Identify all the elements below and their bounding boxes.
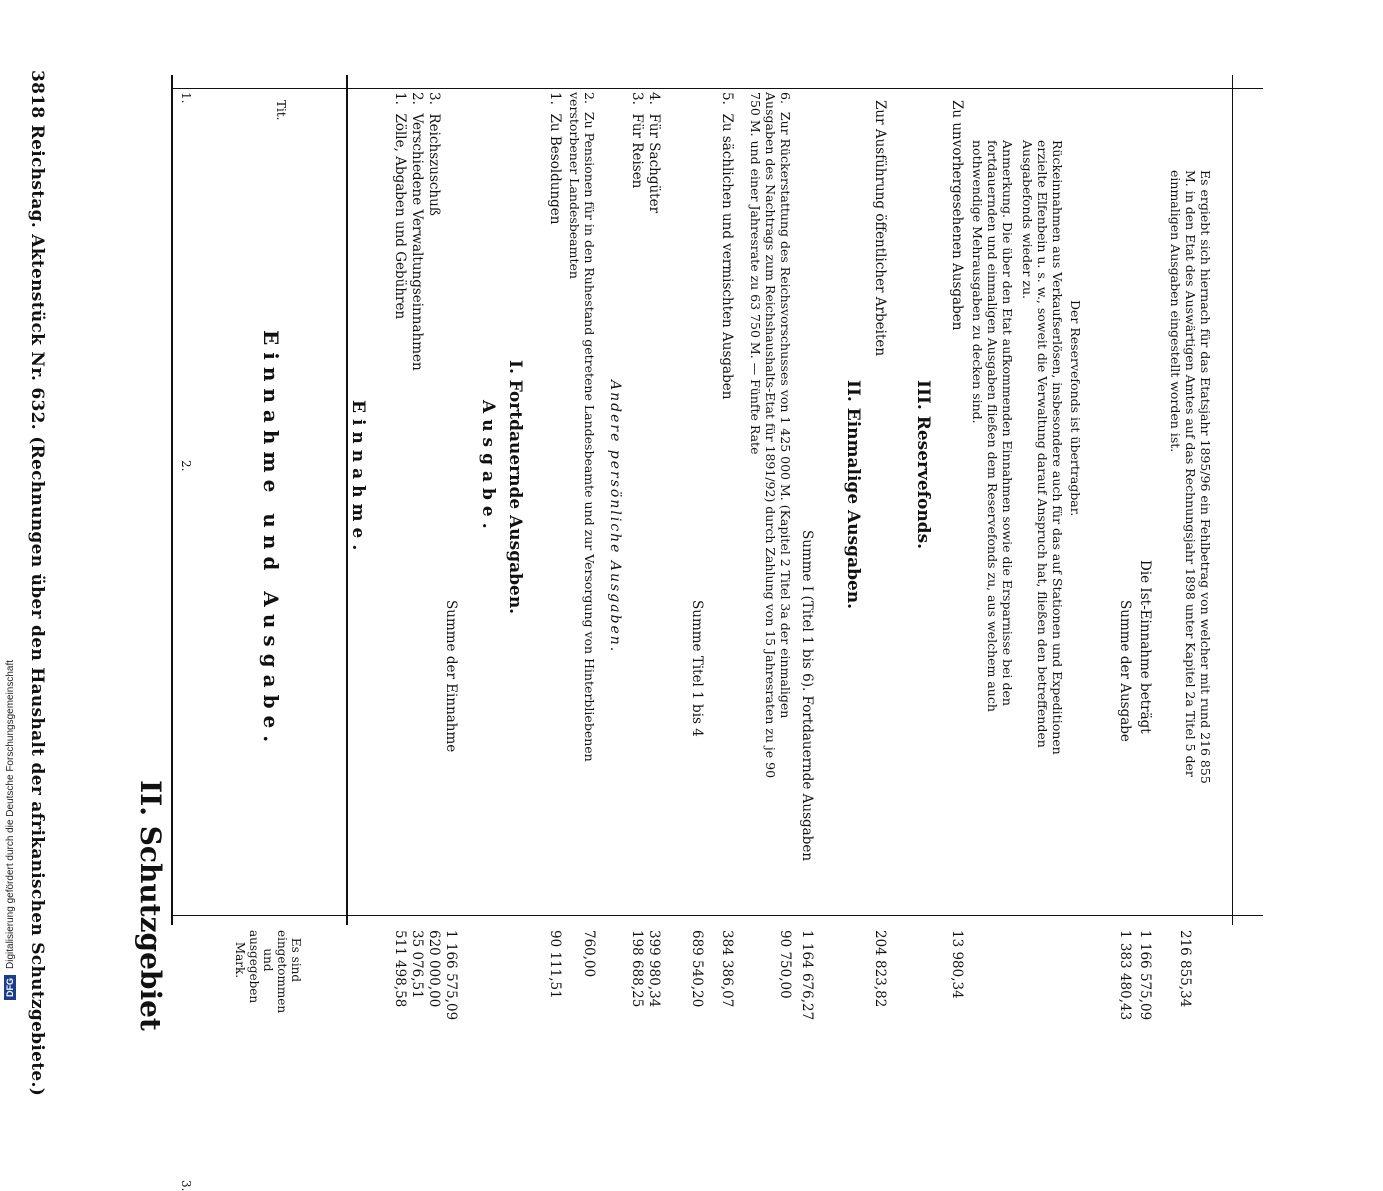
amount-ausgabe-2: 760,00 [581, 930, 597, 978]
col-divider-2 [173, 915, 1263, 916]
amount-ausgabe-1: 90 111,51 [547, 930, 563, 999]
ist-label: Die Ist-Einnahme beträgt [1137, 560, 1153, 734]
amount-ausgabe-5: 384 386,07 [719, 930, 735, 1008]
amount-II: 204 823,82 [872, 930, 888, 1008]
ausgabe-row-4: 4. Für Sachgüter [646, 92, 662, 214]
einnahme-row-3: 3. Reichszuschuß [426, 92, 442, 216]
amount-sum-total: 1 383 480,43 [1117, 930, 1133, 1021]
anmerkung-3: Der Reservefonds ist übertragbar. [1068, 300, 1083, 517]
einnahme-row-1: 1. Zölle, Abgaben und Gebühren [392, 92, 408, 320]
col-number-1: 1. [179, 92, 193, 104]
sub-heading-persoenliche: Andere persönliche Ausgaben. [607, 380, 623, 654]
table-top-rule [171, 75, 173, 925]
col-divider-1 [173, 88, 1263, 89]
ausgabe-row-3: 3. Für Reisen [629, 92, 645, 189]
anmerkung-2: Rückeinnahmen aus Verkaufserlösen, insbesondere auch für das auf Stationen und Expeditionen erzielte Elfenbein u. s. w., soweit die Verwaltung darauf Anspruch hat, fließen den betreffenden Ausgabefonds wieder zu. [1020, 140, 1065, 755]
amount-ausgabe-4: 399 980,34 [646, 930, 662, 1008]
sum-14-label: Summe Titel 1 bis 4 [689, 600, 705, 737]
amount-einnahme-sum: 1 166 575,09 [443, 930, 459, 1021]
col-number-3: 3. [179, 1180, 193, 1191]
ausgabe-row-1: 1. Zu Besoldungen [547, 92, 563, 225]
table-bottom-rule [1232, 75, 1233, 925]
ausgabe-row-2: 2. Zu Pensionen für in den Ruhestand getretene Landesbeamte und zur Versorgung von Hinterbliebenen verstorbener Landesbeamten [567, 92, 597, 762]
einnahme-row-2: 2. Verschiedene Verwaltungseinnahmen [409, 92, 425, 371]
einnahme-heading: Einnahme. [348, 400, 368, 557]
ausgabe-row-5: 5. Zu sächlichen und vermischten Ausgaben [719, 92, 735, 400]
amount-ausgabe-3: 198 688,25 [629, 930, 645, 1008]
amount-einnahme-2: 35 076,51 [409, 930, 425, 999]
col-label-tit: Tit. [274, 100, 288, 121]
credit-text: Digitalisierung gefördert durch die Deutsche Forschungsgemeinschaft [4, 659, 16, 969]
amount-sum-14: 689 540,20 [689, 930, 705, 1008]
amount-ist: 1 166 575,09 [1137, 930, 1153, 1021]
sum-total-label: Summe der Ausgabe [1117, 600, 1133, 742]
section-I-heading: I. Fortdauernde Ausgaben. [505, 360, 525, 615]
section-II-heading: II. Einmalige Ausgaben. [843, 380, 863, 610]
col-number-2: 2. [179, 460, 193, 472]
amount-einnahme-1: 511 498,58 [392, 930, 408, 1008]
section-III-heading: III. Reservefonds. [913, 380, 933, 550]
sum-I-label: Summe I (Titel 1 bis 6). Fortdauernde Ausgaben [799, 530, 815, 862]
ausgabe-row-6: 6. Zur Rückerstattung des Reichsvorschusses von 1 425 000 M. (Kapitel 2 Titel 3a der einmaligen Ausgaben des Nachtrags zum Reichshaushalts-Etat für 1891/92) durch Zahlung von 15 Jahresraten zu je 90 750 M. und einer Jahresrate zu 63 750 M. — Fünfte Rate [748, 92, 793, 779]
amount-ausgabe-6: 90 750,00 [777, 930, 793, 999]
dfg-logo: DFG [4, 975, 16, 1000]
row-III: Zu unvorhergesehenen Ausgaben [949, 100, 965, 331]
anmerkung-1: Anmerkung. Die über den Etat aufkommenden Einnahmen sowie die Ersparnisse bei den fortdauernden und einmaligen Ausgaben fließen dem Reservefonds zu, aus welchem auch nothwendige Mehrausgaben zu decken sind. [970, 140, 1015, 712]
amount-sum-I: 1 164 676,27 [799, 930, 815, 1021]
amount-einnahme-3: 620 000,00 [426, 930, 442, 1008]
row-II: Zur Ausführung öffentlicher Arbeiten [872, 100, 888, 357]
einnahme-sum-label: Summe der Einnahme [443, 600, 459, 753]
amount-III: 13 980,34 [949, 930, 965, 999]
amount-fehl: 216 855,34 [1177, 930, 1193, 1008]
section-title: II. Schutzgebiet [134, 780, 167, 1031]
page-header: 3818 Reichstag. Aktenstück Nr. 632. (Rechnungen über den Haushalt der afrikanischen Schutzgebiete.) [27, 70, 47, 1097]
fehlbetrag-text: Es ergiebt sich hiernach für das Etatsjahr 1895/96 ein Fehlbetrag von welcher mit rund 216 855 M. in den Etat des Auswärtigen Amtes auf das Rechnungsjahr 1898 unter Kapitel 2a Titel 5 der einmaligen Ausgaben eingestellt worden ist. [1168, 170, 1213, 784]
table-title: Einnahme und Ausgabe. [259, 330, 283, 750]
col-label-amount: Es sind eingetommen und ausgegeben Mark. [233, 930, 303, 1014]
ausgabe-heading: Ausgabe. [478, 400, 498, 535]
